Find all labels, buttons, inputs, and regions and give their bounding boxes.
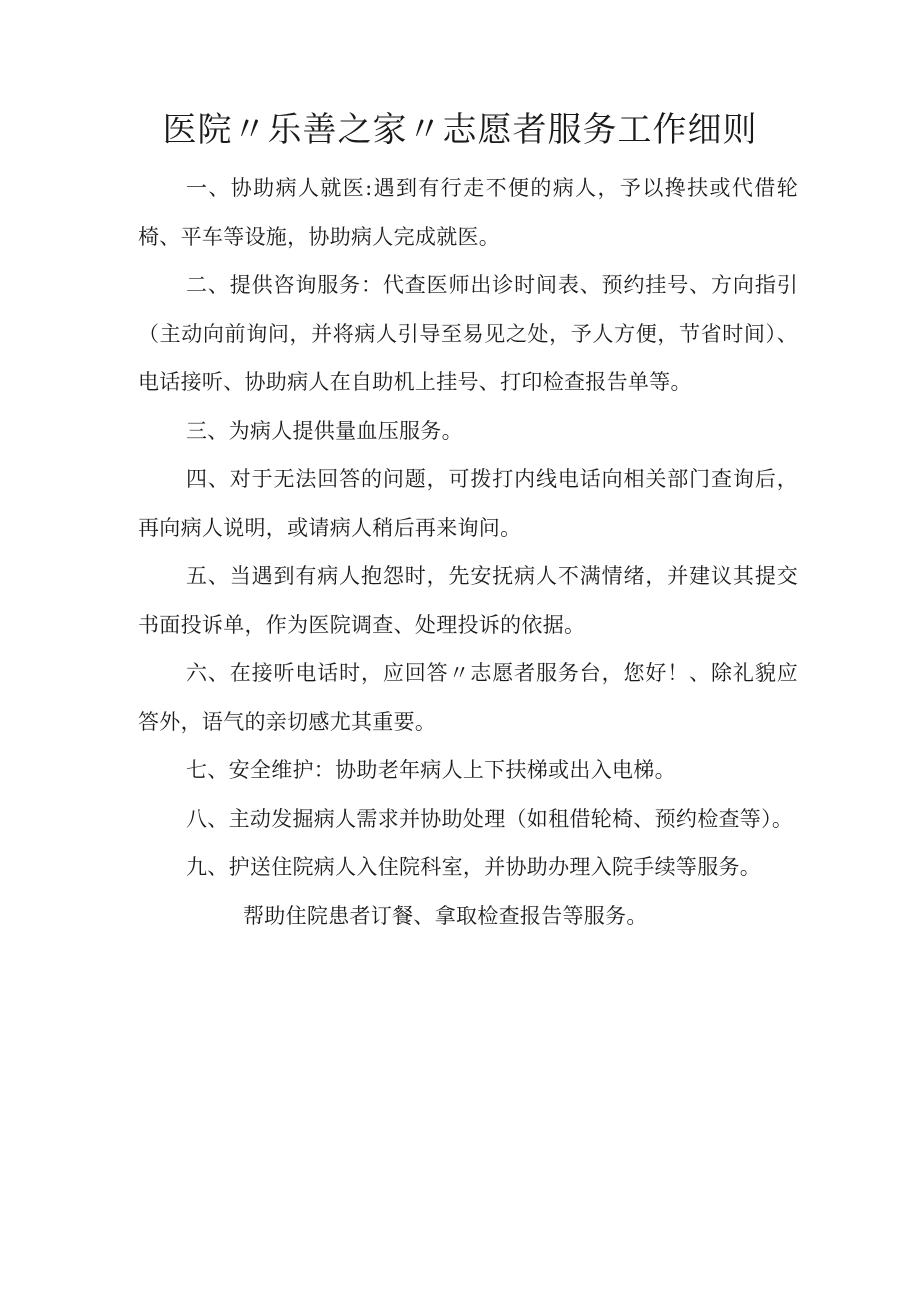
paragraph-6: 六、在接听电话时，应回答〃志愿者服务台，您好！、除礼貌应答外，语气的亲切感尤其重要。 [138, 661, 798, 734]
paragraph-7: 七、安全维护：协助老年病人上下扶梯或出入电梯。 [186, 758, 676, 782]
document-body [138, 164, 798, 940]
paragraph-10: 帮助住院患者订餐、拿取检查报告等服务。 [243, 903, 648, 928]
paragraph-3: 三、为病人提供量血压服务。 [186, 418, 463, 443]
paragraph-4: 四、对于无法回答的问题，可拨打内线电话向相关部门查询后，再向病人说明，或请病人稍后再来询问。 [138, 467, 798, 540]
paragraph-8: 八、主动发掘病人需求并协助处理（如租借轮椅、预约检查等）。 [186, 806, 794, 831]
paragraph-9: 九、护送住院病人入住院科室，并协助办理入院手续等服务。 [186, 855, 762, 879]
paragraph-2: 二、提供咨询服务：代查医师出诊时间表、预约挂号、方向指引（主动向前询问，并将病人引导至易见之处，予人方便，节省时间）、电话接听、协助病人在自助机上挂号、打印检查报告单等。 [138, 273, 798, 394]
paragraph-5: 五、当遇到有病人抱怨时，先安抚病人不满情绪，并建议其提交书面投诉单，作为医院调查、处理投诉的依据。 [138, 564, 798, 637]
document-title: 医院〃乐善之家〃志愿者服务工作细则 [162, 110, 758, 150]
paragraph-1: 一、协助病人就医:遇到有行走不便的病人，予以搀扶或代借轮椅、平车等设施，协助病人完成就医。 [138, 176, 798, 249]
